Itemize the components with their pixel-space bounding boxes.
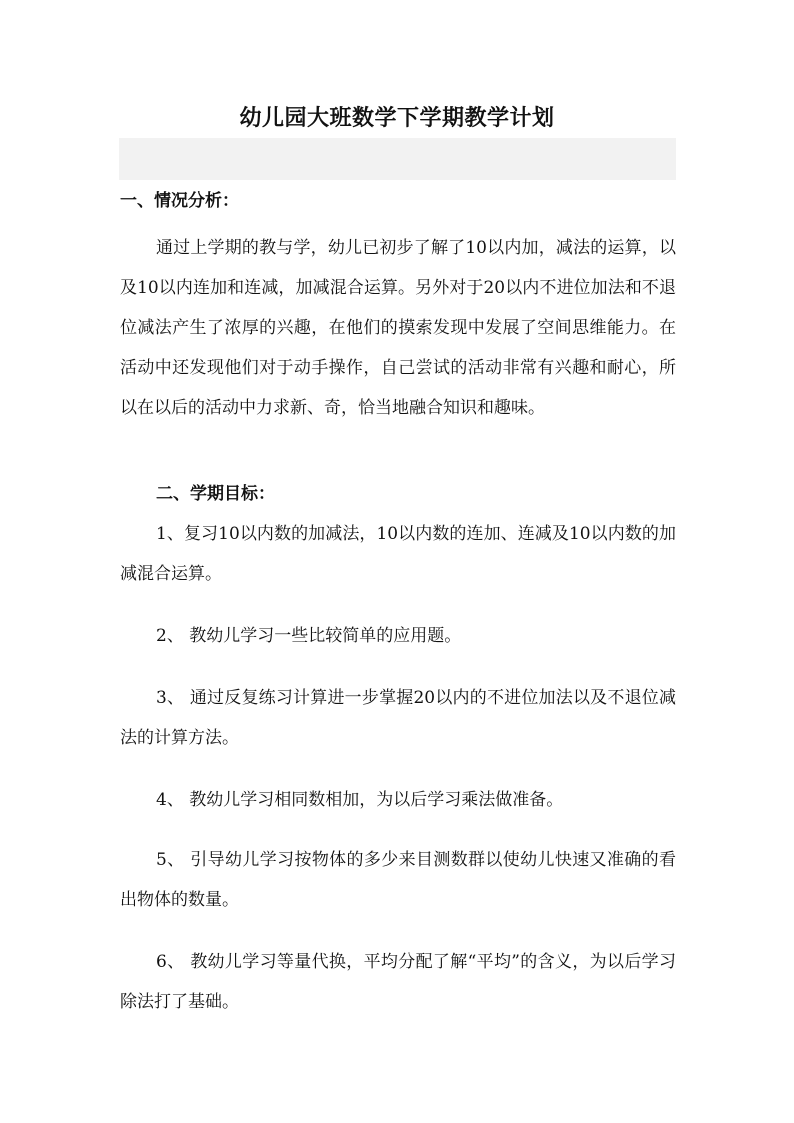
goal-item-6: 6、 教幼儿学习等量代换，平均分配了解“平均”的含义，为以后学习除法打了基础。 bbox=[120, 952, 676, 1012]
goal-item-2: 2、 教幼儿学习一些比较简单的应用题。 bbox=[156, 626, 462, 646]
goal-item-1: 1、复习10以内数的加减法，10以内数的连加、连减及10以内数的加减混合运算。 bbox=[120, 524, 676, 584]
goal-item-4: 4、 教幼儿学习相同数相加，为以后学习乘法做准备。 bbox=[156, 790, 564, 810]
goal-item-3: 3、 通过反复练习计算进一步掌握20以内的不进位加法以及不退位减法的计算方法。 bbox=[120, 688, 676, 748]
document-title: 幼儿园大班数学下学期教学计划 bbox=[239, 105, 555, 131]
analysis-paragraph: 通过上学期的教与学，幼儿已初步了解了10以内加，减法的运算，以及10以内连加和连减，加减混合运算。另外对于20以内不进位加法和不退位减法产生了浓厚的兴趣，在他们的摸索发现中发展了空间思维能力。在活动中还发现他们对于动手操作，自己尝试的活动非常有兴趣和耐心，所以在以后的活动中力求新、奇，恰当地融合知识和趣味。 bbox=[120, 238, 676, 418]
goal-item-5: 5、 引导幼儿学习按物体的多少来目测数群以使幼儿快速又准确的看出物体的数量。 bbox=[120, 850, 676, 910]
shaded-banner bbox=[119, 138, 676, 180]
section-heading-goals: 二、学期目标： bbox=[156, 484, 275, 504]
section-heading-analysis: 一、情况分析： bbox=[120, 191, 239, 211]
